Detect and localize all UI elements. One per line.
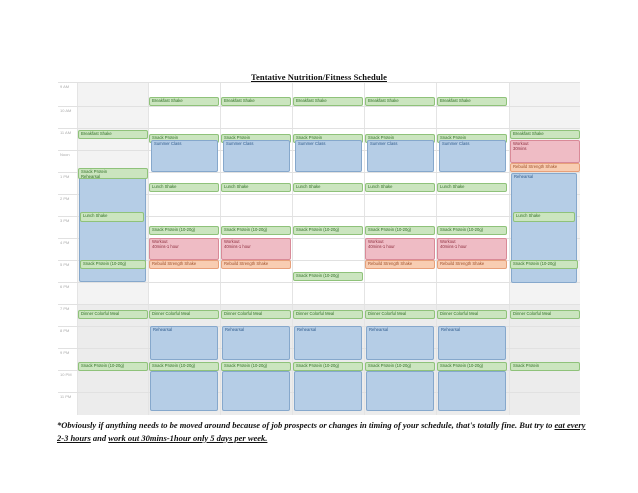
event-dinner[interactable]: Dinner Colorful Meal: [365, 310, 435, 319]
event-breakfast[interactable]: Breakfast Shake: [365, 97, 435, 106]
event-lunch[interactable]: Lunch Shake: [365, 183, 435, 192]
event-snack-protein[interactable]: Snack Protein (10-20g): [221, 362, 291, 371]
event-workout[interactable]: Workout 40mins-1 hour: [437, 238, 507, 260]
event-workout[interactable]: Workout 40mins-1 hour: [365, 238, 435, 260]
event-breakfast[interactable]: Breakfast Shake: [221, 97, 291, 106]
event-dinner[interactable]: Dinner Colorful Meal: [293, 310, 363, 319]
hour-label: 1 PM: [60, 174, 70, 179]
event-snack-protein[interactable]: Snack Protein (10-20g): [149, 362, 219, 371]
event-rehearsal-extended[interactable]: [438, 371, 506, 411]
event-summer-class[interactable]: Summer Class: [439, 140, 506, 172]
event-lunch[interactable]: Lunch Shake: [293, 183, 363, 192]
event-snack-protein[interactable]: Snack Protein (10-20g): [80, 260, 146, 269]
event-snack-protein[interactable]: Snack Protein (10-20g): [293, 226, 363, 235]
event-rehearsal-extended[interactable]: [294, 371, 362, 411]
event-snack-protein[interactable]: Snack Protein (10-20g): [293, 362, 363, 371]
hour-line: [58, 106, 580, 107]
event-summer-class[interactable]: Summer Class: [295, 140, 362, 172]
event-rehearsal[interactable]: Rehearsal: [150, 326, 218, 360]
hour-label: 3 PM: [60, 218, 70, 223]
event-breakfast[interactable]: Breakfast Shake: [510, 130, 580, 139]
event-lunch[interactable]: Lunch Shake: [513, 212, 575, 222]
hour-line: [58, 304, 580, 305]
event-rehearsal[interactable]: Rehearsal: [222, 326, 290, 360]
event-rehearsal[interactable]: Rehearsal: [294, 326, 362, 360]
event-rebuild-shake[interactable]: Rebuild Strength Shake: [365, 260, 435, 269]
event-summer-class[interactable]: Summer Class: [367, 140, 434, 172]
event-dinner[interactable]: Dinner Colorful Meal: [221, 310, 291, 319]
event-lunch[interactable]: Lunch Shake: [221, 183, 291, 192]
event-lunch[interactable]: Lunch Shake: [149, 183, 219, 192]
event-rebuild-shake[interactable]: Rebuild Strength Shake: [221, 260, 291, 269]
event-breakfast[interactable]: Breakfast Shake: [437, 97, 507, 106]
event-snack[interactable]: Snack Protein: [437, 134, 507, 143]
event-summer-class[interactable]: Summer Class: [151, 140, 218, 172]
event-snack-protein[interactable]: Snack Protein (10-20g): [365, 362, 435, 371]
event-snack[interactable]: Snack Protein Rehearsal: [78, 168, 148, 179]
hour-label: 9 AM: [60, 84, 70, 89]
footnote-emphasis-eat: eat every 2-3 hours: [57, 420, 586, 443]
event-workout[interactable]: Workout 40mins-1 hour: [221, 238, 291, 260]
hour-label: 11 AM: [60, 130, 72, 135]
hour-label: 8 PM: [60, 328, 70, 333]
hour-label: 9 PM: [60, 350, 70, 355]
event-summer-class[interactable]: Summer Class: [223, 140, 290, 172]
hour-label: 6 PM: [60, 284, 70, 289]
event-snack[interactable]: Snack Protein: [293, 134, 363, 143]
event-snack-protein[interactable]: Snack Protein (10-20g): [365, 226, 435, 235]
hour-label: 10 AM: [60, 108, 72, 113]
event-rehearsal-extended[interactable]: [150, 371, 218, 411]
footnote-text: *Obviously if anything needs to be moved around because of job prospects or changes in timing of your schedule, that's totally fine. But try to: [57, 420, 555, 430]
calendar-grid: [58, 82, 580, 415]
event-snack[interactable]: Snack Protein: [221, 134, 291, 143]
event-dinner[interactable]: Dinner Colorful Meal: [78, 310, 148, 319]
event-snack[interactable]: Snack Protein: [149, 134, 219, 143]
event-breakfast[interactable]: Breakfast Shake: [293, 97, 363, 106]
event-lunch[interactable]: Lunch Shake: [80, 212, 144, 222]
event-rehearsal[interactable]: Rehearsal: [511, 173, 577, 283]
event-rebuild-shake[interactable]: Rebuild Strength Shake: [149, 260, 219, 269]
event-snack-protein[interactable]: Snack Protein (10-20g): [293, 272, 363, 281]
hour-label: 2 PM: [60, 196, 70, 201]
hour-label: 5 PM: [60, 262, 70, 267]
event-rehearsal-extended[interactable]: [222, 371, 290, 411]
event-rehearsal[interactable]: Rehearsal: [438, 326, 506, 360]
hour-label: 10 PM: [60, 372, 72, 377]
hour-line: [58, 82, 580, 83]
event-snack-protein[interactable]: Snack Protein (10-20g): [437, 362, 507, 371]
page-title: Tentative Nutrition/Fitness Schedule: [251, 72, 387, 82]
event-breakfast[interactable]: Breakfast Shake: [149, 97, 219, 106]
event-snack-protein[interactable]: Snack Protein (10-20g): [221, 226, 291, 235]
footnote: [57, 419, 587, 444]
event-dinner[interactable]: Dinner Colorful Meal: [510, 310, 580, 319]
hour-label: Noon: [60, 152, 70, 157]
hour-line: [58, 128, 580, 129]
event-workout[interactable]: Workout 30mins: [510, 140, 580, 163]
footnote-text: and: [90, 432, 109, 443]
event-snack-protein[interactable]: Snack Protein (10-20g): [437, 226, 507, 235]
event-lunch[interactable]: Lunch Shake: [437, 183, 507, 192]
event-dinner[interactable]: Dinner Colorful Meal: [149, 310, 219, 319]
event-dinner[interactable]: Dinner Colorful Meal: [437, 310, 507, 319]
event-workout[interactable]: Workout 40mins-1 hour: [149, 238, 219, 260]
event-breakfast[interactable]: Breakfast Shake: [78, 130, 148, 139]
event-snack-protein[interactable]: Snack Protein (10-20g): [78, 362, 148, 371]
event-rehearsal[interactable]: Rehearsal: [366, 326, 434, 360]
event-rebuild-shake[interactable]: Rebuild Strength Shake: [437, 260, 507, 269]
event-snack[interactable]: Snack Protein: [510, 362, 580, 371]
event-rehearsal-extended[interactable]: [366, 371, 434, 411]
event-snack-protein[interactable]: Snack Protein (10-20g): [149, 226, 219, 235]
footnote-emphasis-workout: work out 30mins-1hour only 5 days per week.: [108, 432, 268, 443]
event-rebuild-shake[interactable]: Rebuild Strength Shake: [510, 163, 580, 172]
hour-label: 11 PM: [60, 394, 72, 399]
hour-line: [58, 282, 580, 283]
event-snack-protein[interactable]: Snack Protein (10-20g): [510, 260, 578, 269]
event-snack[interactable]: Snack Protein: [365, 134, 435, 143]
hour-label: 4 PM: [60, 240, 70, 245]
hour-label: 7 PM: [60, 306, 70, 311]
